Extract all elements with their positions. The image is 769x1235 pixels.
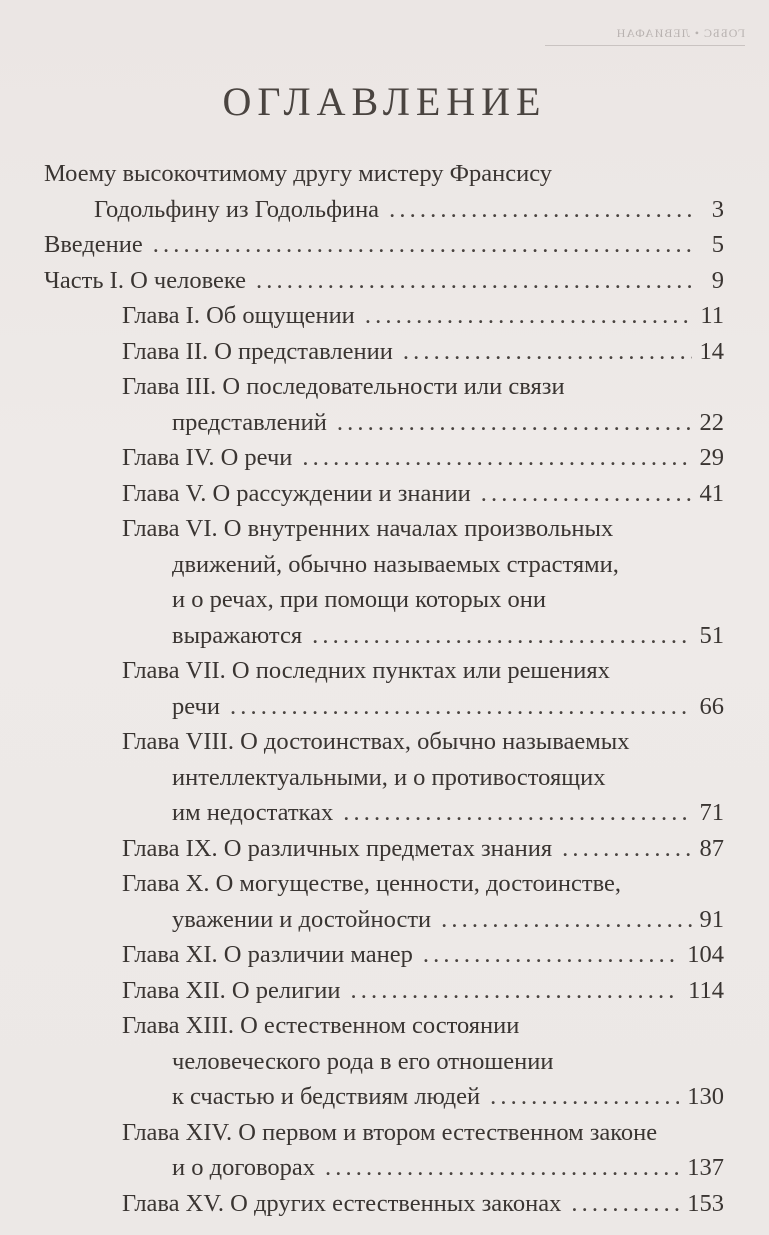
- toc-line: [44, 1044, 724, 1080]
- toc-line: [44, 263, 724, 299]
- toc-entry-title: Глава I. Об ощущении: [122, 302, 355, 329]
- page-title: ОГЛАВЛЕНИЕ: [222, 79, 547, 124]
- toc-page-number: 29: [699, 444, 724, 471]
- toc-line: [44, 618, 724, 654]
- toc-entry-title: и о речах, при помощи которых они: [172, 586, 546, 613]
- dot-leader: [343, 795, 691, 831]
- toc-entry: [44, 156, 724, 227]
- toc-entry-title: им недостатках: [172, 799, 334, 826]
- toc-page-number: 41: [699, 479, 724, 507]
- dot-leader: [230, 689, 692, 725]
- dot-leader: [325, 1150, 679, 1186]
- toc-entry-title: движений, обычно называемых страстями,: [172, 550, 619, 578]
- toc-line: [44, 156, 724, 192]
- toc-page-number: 114: [688, 976, 724, 1004]
- toc-page-number: 11: [700, 302, 724, 329]
- toc-entry: [44, 1115, 724, 1186]
- toc-line: [44, 1008, 724, 1044]
- toc-entry: [44, 973, 724, 1009]
- dot-leader: [256, 263, 696, 299]
- toc-line: [44, 440, 724, 476]
- toc-entry: [44, 724, 724, 831]
- dot-leader: [350, 973, 680, 1009]
- toc-line: [44, 653, 724, 689]
- bleed-through-running-head: ГОББС • ЛЕВИАФАН: [545, 26, 745, 46]
- toc-line: [44, 937, 724, 973]
- toc-line: [44, 227, 724, 263]
- toc-entry: [44, 263, 724, 299]
- toc-entry-title: Глава III. О последовательности или связи: [122, 373, 565, 400]
- toc-entry-title: Глава VIII. О достоинствах, обычно называемых: [122, 728, 630, 755]
- toc-entry-title: Глава XIV. О первом и втором естественном законе: [122, 1118, 658, 1146]
- toc-entry-title: человеческого рода в его отношении: [172, 1047, 554, 1075]
- table-of-contents: [44, 156, 724, 1221]
- toc-line: [44, 1150, 724, 1186]
- toc-entry: [44, 511, 724, 653]
- toc-entry-title: Глава XV. О других естественных законах: [122, 1189, 562, 1217]
- toc-page-number: 71: [699, 799, 724, 826]
- toc-page-number: 3: [711, 195, 724, 223]
- toc-entry-title: представлений: [172, 408, 327, 436]
- toc-entry-title: выражаются: [172, 621, 303, 649]
- toc-entry: [44, 937, 724, 973]
- toc-line: [44, 192, 724, 228]
- toc-entry: [44, 1186, 724, 1222]
- toc-entry-title: Глава XIII. О естественном состоянии: [122, 1012, 520, 1039]
- toc-line: [44, 689, 724, 725]
- toc-entry-title: Часть I. О человеке: [44, 266, 247, 294]
- toc-line: [44, 582, 724, 618]
- toc-line: [44, 1079, 724, 1115]
- dot-leader: [337, 405, 692, 441]
- toc-line: [44, 973, 724, 1009]
- dot-leader: [389, 192, 696, 228]
- toc-entry: [44, 227, 724, 263]
- toc-line: [44, 298, 724, 334]
- toc-entry: [44, 1008, 724, 1115]
- toc-entry-title: интеллектуальными, и о противостоящих: [172, 763, 606, 791]
- toc-page-number: 14: [699, 337, 724, 365]
- toc-entry-title: Введение: [44, 231, 143, 258]
- toc-line: [44, 724, 724, 760]
- toc-line: [44, 334, 724, 370]
- toc-line: [44, 831, 724, 867]
- toc-entry: [44, 369, 724, 440]
- dot-leader: [403, 334, 692, 370]
- toc-page-number: 66: [699, 692, 724, 720]
- toc-entry-title: Глава XII. О религии: [122, 976, 341, 1004]
- toc-page-number: 130: [687, 1083, 724, 1110]
- toc-line: [44, 369, 724, 405]
- toc-page-number: 5: [711, 231, 724, 258]
- toc-entry: [44, 440, 724, 476]
- toc-entry-title: речи: [172, 692, 220, 720]
- toc-entry-title: Глава VII. О последних пунктах или решениях: [122, 657, 610, 684]
- toc-line: [44, 405, 724, 441]
- dot-leader: [490, 1079, 679, 1115]
- toc-entry: [44, 866, 724, 937]
- toc-entry: [44, 476, 724, 512]
- dot-leader: [153, 227, 696, 263]
- toc-entry-title: Глава XI. О различии манер: [122, 941, 413, 968]
- toc-line: [44, 866, 724, 902]
- toc-page-number: 9: [711, 266, 724, 294]
- dot-leader: [302, 440, 691, 476]
- dot-leader: [562, 831, 691, 867]
- toc-entry-title: и о договорах: [172, 1154, 316, 1181]
- toc-line: [44, 795, 724, 831]
- toc-entry-title: Моему высокочтимому другу мистеру Франсису: [44, 160, 553, 187]
- toc-entry-title: Глава VI. О внутренних началах произвольных: [122, 515, 614, 542]
- toc-line: [44, 476, 724, 512]
- toc-entry-title: Глава IX. О различных предметах знания: [122, 834, 553, 862]
- toc-line: [44, 511, 724, 547]
- toc-entry: [44, 831, 724, 867]
- toc-page-number: 104: [687, 941, 724, 968]
- toc-page-number: 91: [699, 905, 724, 933]
- toc-entry-title: Годольфину из Годольфина: [94, 195, 380, 223]
- toc-entry-title: Глава II. О представлении: [122, 337, 393, 365]
- toc-line: [44, 547, 724, 583]
- dot-leader: [312, 618, 691, 654]
- toc-page-number: 87: [699, 834, 724, 862]
- toc-entry: [44, 653, 724, 724]
- toc-entry: [44, 334, 724, 370]
- toc-line: [44, 760, 724, 796]
- toc-page-number: 22: [699, 408, 724, 436]
- toc-entry-title: Глава IV. О речи: [122, 444, 293, 471]
- toc-entry-title: уважении и достойности: [172, 905, 432, 933]
- dot-leader: [571, 1186, 679, 1222]
- toc-page-number: 153: [687, 1189, 724, 1217]
- dot-leader: [365, 298, 693, 334]
- toc-line: [44, 1186, 724, 1222]
- toc-line: [44, 902, 724, 938]
- dot-leader: [423, 937, 679, 973]
- toc-entry-title: Глава X. О могуществе, ценности, достоинстве,: [122, 870, 622, 897]
- dot-leader: [441, 902, 691, 938]
- toc-entry: [44, 298, 724, 334]
- toc-page-number: 137: [687, 1154, 724, 1181]
- toc-line: [44, 1115, 724, 1151]
- toc-entry-title: к счастью и бедствиям людей: [172, 1083, 481, 1110]
- dot-leader: [481, 476, 692, 512]
- toc-entry-title: Глава V. О рассуждении и знании: [122, 479, 471, 507]
- toc-page-number: 51: [699, 621, 724, 649]
